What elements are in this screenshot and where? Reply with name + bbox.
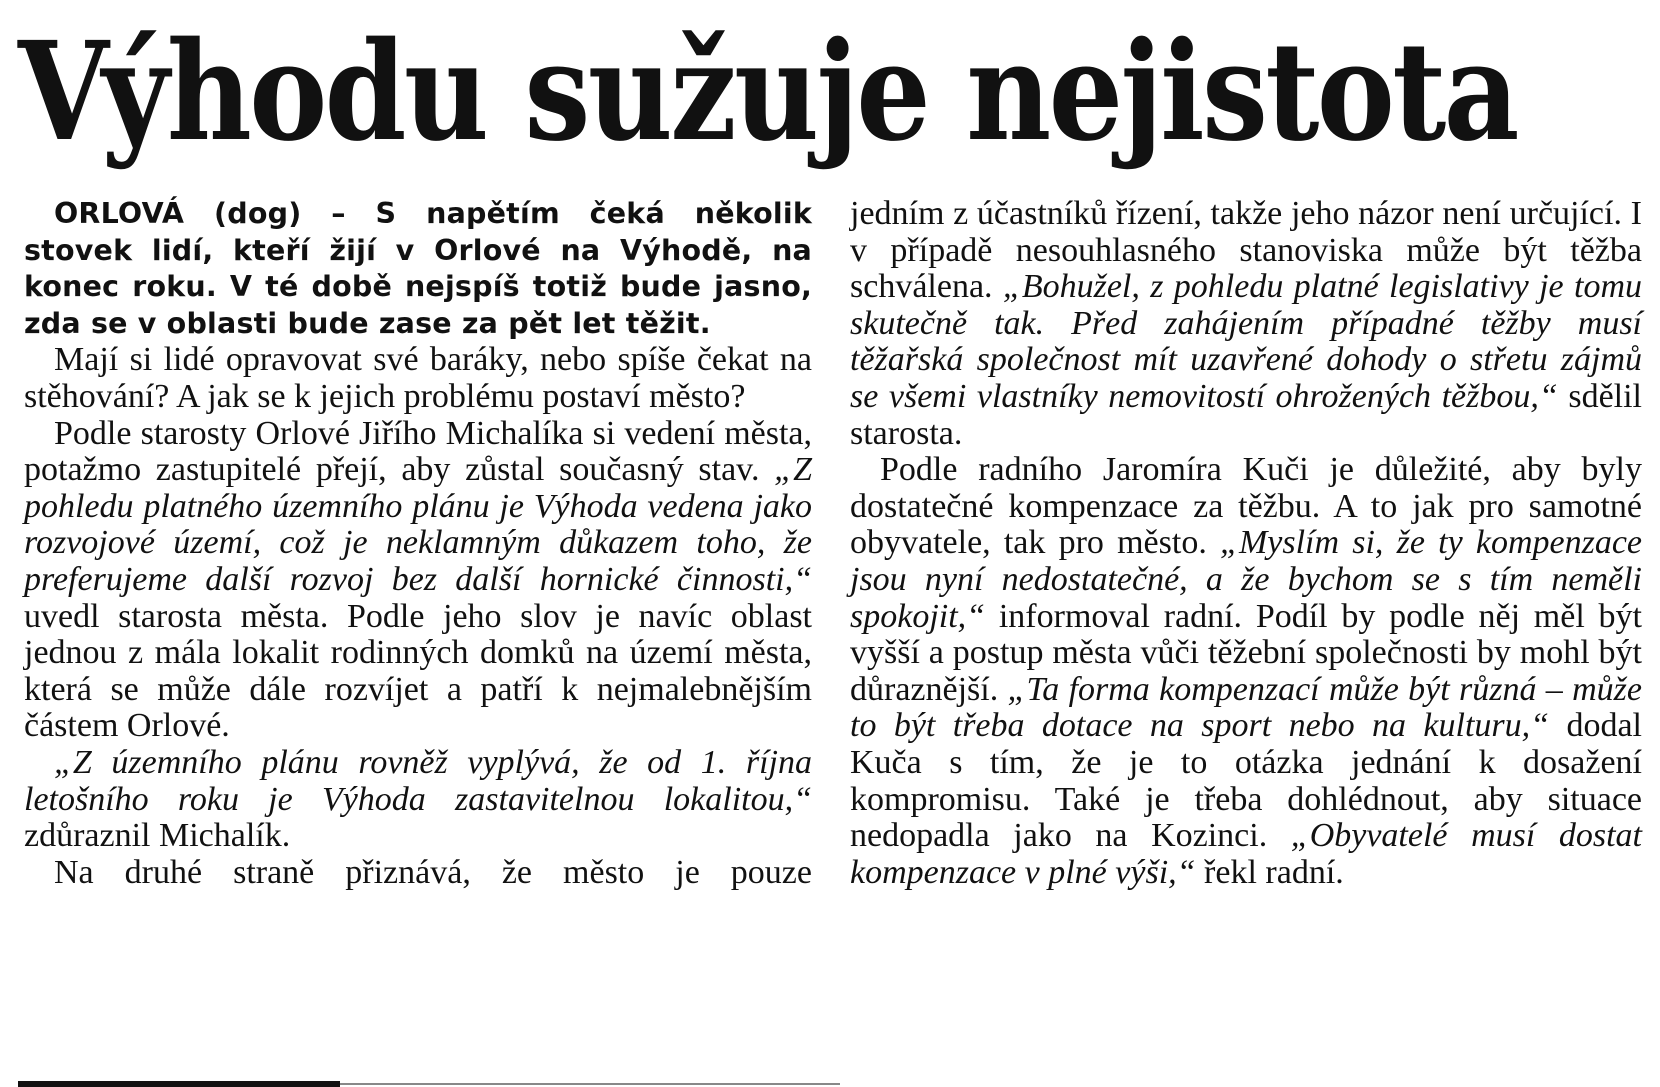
paragraph-text: uvedl starosta města. Podle jeho slov je navíc oblast jednou z mála lokalit rodinných domků na území města, která se může dále rozvíjet a patří k nejmalebnějším částem Orlové. [24, 597, 812, 745]
paragraph-text: Podle radního Jaromíra Kuči je důležité, aby byly dostatečné kompenzace za těžbu. A to jak pro samotné obyvatele, tak pro město. [850, 451, 1642, 562]
article-paragraph [850, 196, 1642, 452]
article-paragraph [850, 452, 1642, 891]
quote-councillor-3: „Obyvatelé musí dostat kompenzace v plné výši,“ [850, 817, 1643, 891]
article-column-left [24, 196, 812, 891]
quote-mayor: „Z pohledu platného územního plánu je Výhoda vedena jako rozvojové území, což je neklamným důkazem toho, že preferujeme další rozvoj bez další hornické činnosti,“ [24, 451, 812, 598]
paragraph-text: informoval radní. Podíl by podle něj měl být vyšší a postup města vůči těžební společnosti by mohl být důraznější. [850, 597, 1642, 708]
paragraph-text: jedním z účastníků řízení, takže jeho názor není určující. I v případě nesouhlasného stanoviska může být těžba schválena. [850, 195, 1642, 306]
paragraph-text: dodal Kuča s tím, že je to otázka jednání k dosažení kompromisu. Také je třeba dohlédnout, aby situace nedopadla jako na Kozinci. [850, 707, 1642, 855]
paragraph-text: řekl radní. [1195, 853, 1344, 891]
article-paragraph: Na druhé straně přiznává, že město je pouze [54, 853, 812, 891]
article-column-right [850, 196, 1642, 891]
article-headline: Výhodu sužuje nejistota [18, 12, 1517, 172]
paragraph-text: sdělil starosta. [850, 377, 1642, 452]
quote-mayor-plan: „Z územního plánu rovněž vyplývá, že od 1. října letošního roku je Výhoda zastavitelnou lokalitou,“ [24, 743, 812, 818]
paragraph-text: Podle starosty Orlové Jiřího Michalíka si vedení města, potažmo zastupitelé přejí, aby zůstal současný stav. [24, 414, 812, 489]
quote-councillor-2: „Ta forma kompenzací může být různá – může to být třeba dotace na sport nebo na kulturu,“ [850, 670, 1643, 745]
bottom-rule-thin [340, 1083, 840, 1085]
quote-councillor-1: „Myslím si, že ty kompenzace jsou nyní nedostatečné, a že bychom se s tím neměli spokojit,“ [850, 524, 1642, 635]
article-paragraph [24, 745, 812, 855]
paragraph-text: zdůraznil Michalík. [24, 817, 291, 855]
article-paragraph [24, 416, 812, 745]
quote-mayor-legislation: „Bohužel, z pohledu platné legislativy je tomu skutečně tak. Před zahájením případné těžby musí těžařská společnost mít uzavřené dohody o střetu zájmů se všemi vlastníky nemovitostí ohrožených těžbou,“ [850, 268, 1642, 415]
bottom-rule [18, 1081, 340, 1087]
article-paragraph: Mají si lidé opravovat své baráky, nebo spíše čekat na stěhování? A jak se k jejich problému postaví město? [24, 341, 812, 415]
article-lead: ORLOVÁ (dog) – S napětím čeká několik stovek lidí, kteří žijí v Orlové na Výhodě, na konec roku. V té době nejspíš totiž bude jasno, zda se v oblasti bude zase za pět let těžit. [24, 197, 812, 340]
